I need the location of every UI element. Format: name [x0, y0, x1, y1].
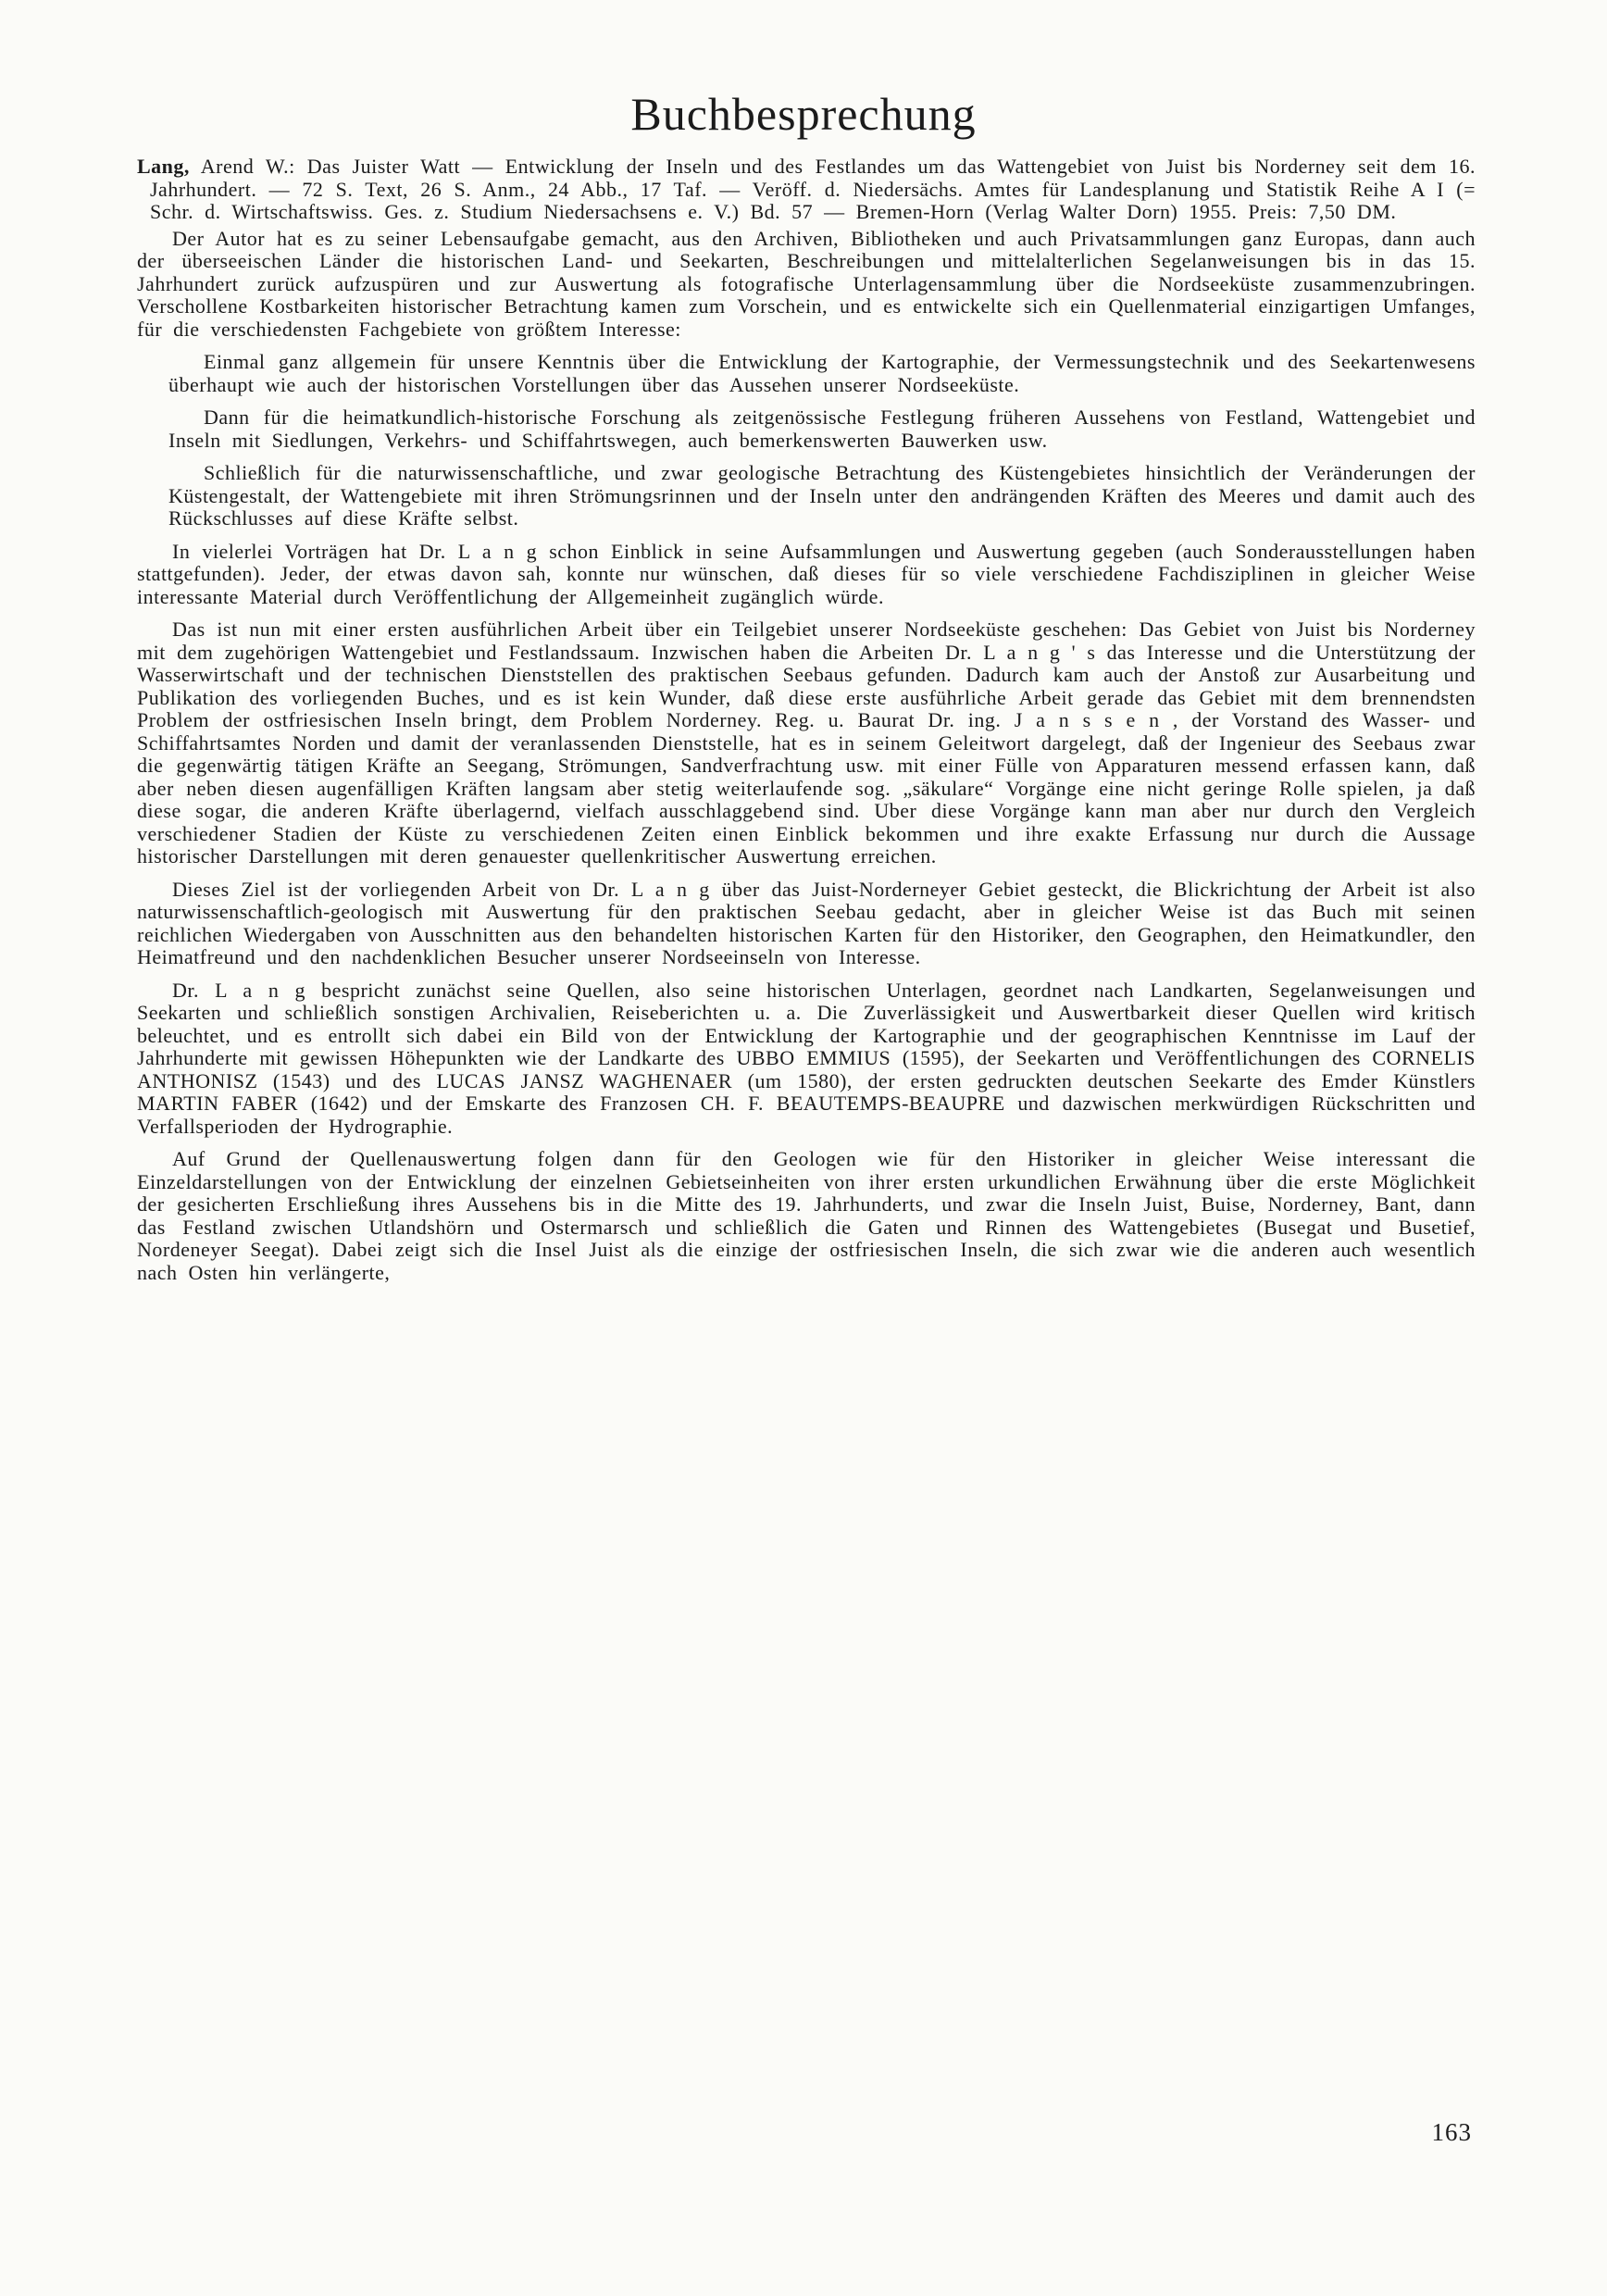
paragraph: Auf Grund der Quellenauswertung folgen dann für den Geologen wie für den Historiker in gleicher Weise interessant die Einzeldarstellungen von der Entwicklung der einzelnen Gebietseinheiten von ihrer ersten urkundlichen Erwähnung über die erste Möglichkeit der gesicherten Erschließung ihres Aussehens bis in die Mitte des 19. Jahrhunderts, und zwar die Inseln Juist, Buise, Norderney, Bant, dann das Festland zwischen Utlandshörn und Ostermarsch und schließlich die Gaten und Rinnen des Wattengebietes (Busegat und Busetief, Nordeneyer Seegat). Dabei zeigt sich die Insel Juist als die einzige der ostfriesischen Inseln, die sich zwar wie die anderen auch wesentlich nach Osten hin verlängerte,: [137, 1147, 1476, 1284]
paragraph: Dieses Ziel ist der vorliegenden Arbeit von Dr. L a n g über das Juist-Norderneyer Gebiet gesteckt, die Blickrichtung der Arbeit ist also naturwissenschaftlich-geologisch mit Auswertung für den praktischen Seebau gedacht, aber in gleicher Weise ist das Buch mit seinen reichlichen Wiedergaben von Ausschnitten aus den behandelten historischen Karten für den Historiker, den Geographen, den Heimatkundler, den Heimatfreund und den nachdenklichen Besucher unserer Nordseeinseln von Interesse.: [137, 877, 1476, 968]
biblio-entry: [137, 156, 1476, 224]
paragraph: Einmal ganz allgemein für unsere Kenntnis über die Entwicklung der Kartographie, der Vermessungstechnik und des Seekartenwesens überhaupt wie auch der historischen Vorstellungen über das Aussehen unserer Nordseeküste.: [168, 350, 1476, 396]
page-title: Buchbesprechung: [630, 87, 977, 140]
review-text-block: [137, 156, 1476, 1284]
page-number: 163: [1431, 2118, 1472, 2146]
paragraph: Der Autor hat es zu seiner Lebensaufgabe gemacht, aus den Archiven, Bibliotheken und auch Privatsammlungen ganz Europas, dann auch der überseeischen Länder die historischen Land- und Seekarten, Beschreibungen und mittelalterlichen Segelanweisungen bis in das 15. Jahrhundert zurück aufzuspüren und zur Auswertung als fotografische Unterlagensammlung über die Nordseeküste zusammenzubringen. Verschollene Kostbarkeiten historischer Betrachtung kamen zum Vorschein, und es entwickelte sich ein Quellenmaterial einzigartigen Umfanges, für die verschiedensten Fachgebiete von größtem Interesse:: [137, 226, 1476, 341]
paragraph: Das ist nun mit einer ersten ausführlichen Arbeit über ein Teilgebiet unserer Nordseeküste geschehen: Das Gebiet von Juist bis Norderney mit dem zugehörigen Wattengebiet und Festlandssaum. Inzwischen haben die Arbeiten Dr. L a n g ' s das Interesse und die Unterstützung der Wasserwirtschaft und der technischen Dienststellen des praktischen Seebaus gefunden. Dadurch kam auch der Anstoß zur Ausarbeitung und Publikation des vorliegenden Buches, und es ist kein Wunder, daß diese erste ausführliche Arbeit gerade das Gebiet mit dem brennendsten Problem der ostfriesischen Inseln bringt, dem Problem Norderney. Reg. u. Baurat Dr. ing. J a n s s e n , der Vorstand des Wasser- und Schiffahrtsamtes Norden und damit der veranlassenden Dienststelle, hat es in seinem Geleitwort dargelegt, daß der Ingenieur des Seebaus zwar die gegenwärtig tätigen Kräfte an Seegang, Strömungen, Sandverfrachtung usw. mit einer Fülle von Apparaturen messend erfassen kann, daß aber neben diesen augenfälligen Kräften langsam aber stetig weiterlaufende sog. „säkulare“ Vorgänge eine nicht geringe Rolle spielen, ja daß diese sogar, die anderen Kräfte überlagernd, vielfach ausschlaggebend sind. Uber diese Vorgänge kann man aber nur durch den Vergleich verschiedener Stadien der Küste zu verschiedenen Zeiten einen Einblick bekommen und ihre exakte Erfassung nur durch die Aussage historischer Darstellungen mit deren genauester quellenkritischer Auswertung erreichen.: [137, 618, 1476, 867]
biblio-details: Arend W.: Das Juister Watt — Entwicklung der Inseln und des Festlandes um das Wattengebiet von Juist bis Norderney seit dem 16. Jahrhundert. — 72 S. Text, 26 S. Anm., 24 Abb., 17 Taf. — Veröff. d. Niedersächs. Amtes für Landesplanung und Statistik Reihe A I (= Schr. d. Wirtschaftswiss. Ges. z. Studium Niedersachsens e. V.) Bd. 57 — Bremen-Horn (Verlag Walter Dorn) 1955. Preis: 7,50 DM.: [150, 155, 1476, 223]
paragraph: Dr. L a n g bespricht zunächst seine Quellen, also seine historischen Unterlagen, geordnet nach Landkarten, Segelanweisungen und Seekarten und schließlich sonstigen Archivalien, Reiseberichten u. a. Die Zuverlässigkeit und Auswertbarkeit dieser Quellen wird kritisch beleuchtet, und es entrollt sich dabei ein Bild von der Entwicklung der Kartographie und der geographischen Kenntnisse im Lauf der Jahrhunderte mit gewissen Höhepunkten wie der Landkarte des UBBO EMMIUS (1595), der Seekarten und Veröffentlichungen des CORNELIS ANTHONISZ (1543) und des LUCAS JANSZ WAGHENAER (um 1580), der ersten gedruckten deutschen Seekarte des Emder Künstlers MARTIN FABER (1642) und der Emskarte des Franzosen CH. F. BEAUTEMPS-BEAUPRE und dazwischen merkwürdigen Rückschritten und Verfallsperioden der Hydrographie.: [137, 978, 1476, 1138]
paragraph: Dann für die heimatkundlich-historische Forschung als zeitgenössische Festlegung früheren Aussehens von Festland, Wattengebiet und Inseln mit Siedlungen, Verkehrs- und Schiffahrtswegen, auch bemerkenswerten Bauwerken usw.: [168, 406, 1476, 452]
paragraph: In vielerlei Vorträgen hat Dr. L a n g schon Einblick in seine Aufsammlungen und Auswertung gegeben (auch Sonderausstellungen haben stattgefunden). Jeder, der etwas davon sah, konnte nur wünschen, daß dieses für so viele verschiedene Fachdisziplinen in gleicher Weise interessante Material durch Veröffentlichung der Allgemeinheit zugänglich würde.: [137, 539, 1476, 608]
biblio-author: Lang,: [137, 155, 190, 178]
paragraph: Schließlich für die naturwissenschaftliche, und zwar geologische Betrachtung des Küstengebietes hinsichtlich der Veränderungen der Küstengestalt, der Wattengebiete mit ihren Strömungsrinnen und der Inseln unter den andrängenden Kräften des Meeres und damit auch des Rückschlusses auf diese Kräfte selbst.: [168, 461, 1476, 530]
